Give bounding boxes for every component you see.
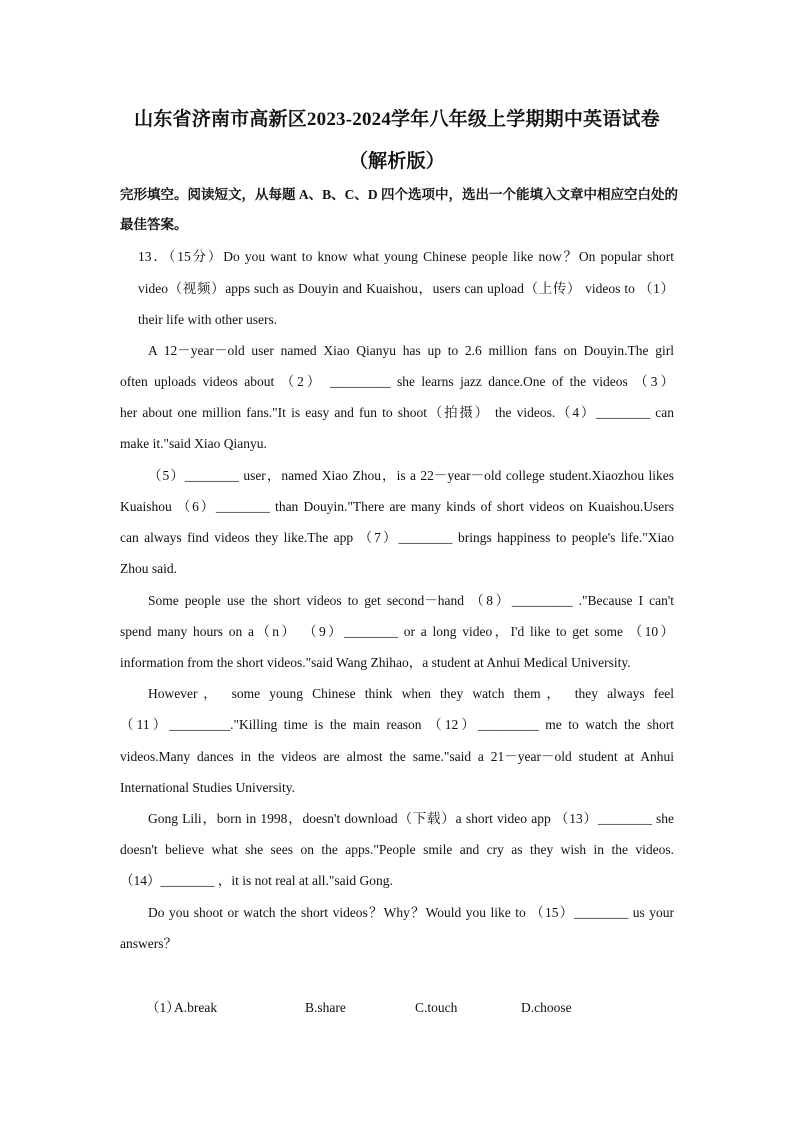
passage-line: her about one million fans."It is easy and fun to shoot（拍摄） the videos.（4）________ can xyxy=(120,405,674,420)
passage-line: 13．（15分）Do you want to know what young Chinese people like now？On popular short xyxy=(138,249,674,264)
passage-line: can always find videos they like.The app （7）________ brings happiness to people's life."Xiao xyxy=(120,530,674,545)
passage-line: Zhou said. xyxy=(120,561,177,576)
passage-line: （5）________ user，named Xiao Zhou，is a 22－year－old college student.Xiaozhou likes xyxy=(148,468,674,483)
passage-line: their life with other users. xyxy=(138,312,278,327)
page-title: 山东省济南市高新区2023-2024学年八年级上学期期中英语试卷 xyxy=(134,109,660,130)
option-d: D.choose xyxy=(521,1000,572,1015)
option-c: C.touch xyxy=(415,1000,458,1015)
passage-line: A 12－year－old user named Xiao Qianyu has up to 2.6 million fans on Douyin.The girl xyxy=(148,343,674,358)
question-number-label: （1） xyxy=(146,1000,180,1015)
passage-line: Some people use the short videos to get second－hand （8）_________ ."Because I can't xyxy=(148,593,674,608)
passage-line: （14）________ ，it is not real at all."said Gong. xyxy=(120,873,393,888)
passage-line: spend many hours on a（n） （9）________ or a long video，I'd like to get some （10） xyxy=(120,624,674,639)
passage-line: However， some young Chinese think when they watch them， they always feel xyxy=(148,686,674,701)
passage-line: often uploads videos about （2） _________ she learns jazz dance.One of the videos （3） xyxy=(120,374,674,389)
passage-line: doesn't believe what she sees on the apps."People smile and cry as they wish in the videos. xyxy=(120,842,674,857)
option-b: B.share xyxy=(305,1000,346,1015)
option-a: A.break xyxy=(174,1000,218,1015)
instructions: 完形填空。阅读短文，从每题 A、B、C、D 四个选项中，选出一个能填入文章中相应空白处的最佳答案。 xyxy=(120,187,679,232)
passage-line: Kuaishou （6）________ than Douyin."There are many kinds of short videos on Kuaishou.Users xyxy=(120,499,674,514)
passage-line: （11）_________."Killing time is the main reason （12）_________ me to watch the short xyxy=(120,717,674,732)
passage-line: videos.Many dances in the videos are almost the same."said a 21－year－old student at Anhui xyxy=(120,749,674,764)
passage-line: video（视频）apps such as Douyin and Kuaishou，users can upload（上传） videos to （1） xyxy=(138,281,674,296)
page-subtitle: （解析版） xyxy=(348,151,445,172)
passage-line: International Studies University. xyxy=(120,780,295,795)
passage-line: Do you shoot or watch the short videos？Why？Would you like to （15）________ us your xyxy=(148,905,674,920)
passage-line: information from the short videos."said Wang Zhihao，a student at Anhui Medical University. xyxy=(120,655,631,670)
passage-line: answers？ xyxy=(120,936,177,951)
passage-line: make it."said Xiao Qianyu. xyxy=(120,436,267,451)
passage-line: Gong Lili，born in 1998，doesn't download（下载）a short video app （13）________ she xyxy=(148,811,674,826)
